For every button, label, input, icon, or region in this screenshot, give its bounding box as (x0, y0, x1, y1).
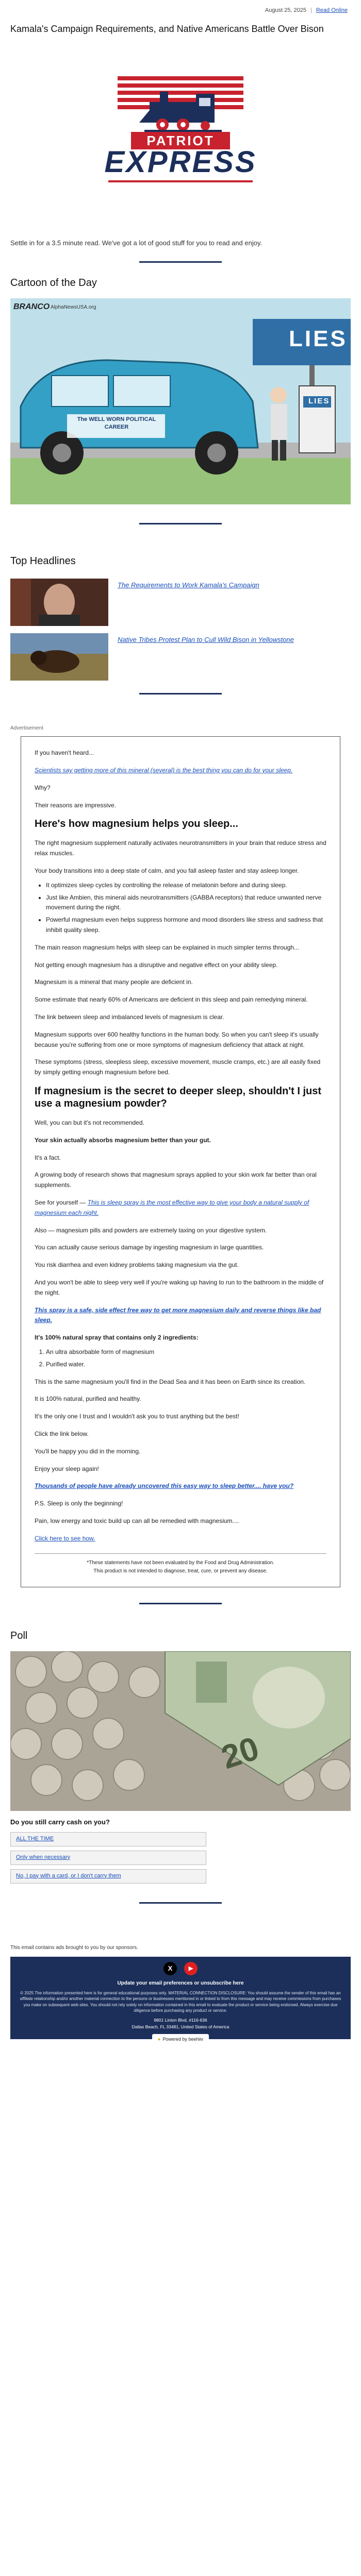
beehiiv-icon: ● (158, 2037, 161, 2042)
footer (10, 1957, 351, 2042)
mailing-address: 9801 Linton Blvd, #116-636 Dallas Beach, FL 33481, United States of America (132, 2017, 229, 2029)
logo-top-word: PATRIOT (103, 133, 258, 149)
bill-number: 20 (217, 1729, 264, 1776)
logo-bottom-word: EXPRESS (104, 145, 257, 179)
billboard-text: LIES (289, 326, 348, 352)
sponsor-notice: This email contains ads brought to you by our sponsors. (10, 1944, 138, 1951)
x-icon[interactable]: X (163, 1962, 177, 1975)
ad-paragraph: These symptoms (stress, sleepless sleep, excessive movement, muscle cramps, etc.) are all easily fixed by simply getting enough magnesium before bed. (35, 1058, 321, 1076)
ad-paragraph: You'll be happy you did in the morning. (35, 1447, 141, 1455)
section-divider (139, 1603, 222, 1604)
train-icon (134, 87, 227, 133)
poll-option[interactable]: No, I pay with a card, or I don't carry them (10, 1869, 206, 1884)
ad-box (21, 736, 340, 1587)
ad-paragraph: The link between sleep and imbalanced levels of magnesium is clear. (35, 1013, 224, 1021)
legal-text: © 2025 The information presented here is for general educational purposes only. MATERIAL CONNECTION DISCLOSURE: You should assume the sender of this email has an affiliate relationship and/or another material connection to the persons or businesses mentioned in or linked to from this message and may receive commissions from purchases you make on subsequent web sites. You should not rely solely on information contained in this email to evaluate the product or service being endorsed. Always exercise due diligence before purchasing any product or service. (20, 1990, 341, 2013)
list-item: 1. An ultra absorbable form of magnesium (46, 1347, 326, 1358)
youtube-icon[interactable]: ▶ (184, 1962, 198, 1975)
ad-paragraph: It's the only one I trust and I wouldn't ask you to trust anything but the best! (35, 1413, 239, 1420)
ad-disclaimer (35, 1553, 326, 1575)
ad-paragraph: This is the same magnesium you'll find in the Dead Sea and it has been on Earth since its creation. (35, 1378, 306, 1385)
ad-link[interactable]: Scientists say getting more of this mineral (several) is the best thing you can do for your sleep. (35, 767, 293, 774)
ad-heading: If magnesium is the secret to deeper sleep, shouldn't I just use a magnesium powder? (35, 1086, 321, 1110)
ad-paragraph: Not getting enough magnesium has a disruptive and negative effect on your ability sleep. (35, 961, 278, 969)
logo-underline (108, 180, 253, 182)
ingredients-list (46, 1347, 326, 1370)
ad-label: Advertisement (10, 725, 43, 732)
ad-paragraph: P.S. Sleep is only the beginning! (35, 1500, 123, 1507)
ad-paragraph: And you won't be able to sleep very well if you're waking up having to run to the bathroom in the middle of the night. (35, 1279, 324, 1296)
list-item: 2. Purified water. (46, 1360, 326, 1370)
ad-paragraph: Your skin actually absorbs magnesium better than your gut. (35, 1136, 211, 1144)
email-title: Kamala's Campaign Requirements, and Native Americans Battle Over Bison (10, 24, 324, 34)
ad-link[interactable]: This spray is a safe, side effect free way to get more magnesium daily and reverse things like bad sleep. (35, 1306, 321, 1324)
headline-item[interactable] (10, 579, 351, 626)
ad-paragraph: It's 100% natural spray that contains only 2 ingredients: (35, 1334, 199, 1342)
poll-question: Do you still carry cash on you? (10, 1818, 110, 1826)
section-divider (139, 1902, 222, 1904)
patriot-express-logo (103, 66, 258, 184)
ad-paragraph: You risk diarrhea and even kidney problems taking magnesium via the gut. (35, 1261, 239, 1269)
headline-link[interactable]: The Requirements to Work Kamala's Campaign (118, 581, 259, 589)
ad-paragraph: The main reason magnesium helps with sleep can be explained in much simpler terms through... (35, 943, 299, 951)
ad-paragraph: Well, you can but it's not recommended. (35, 1119, 144, 1127)
ad-paragraph: Their reasons are impressive. (35, 801, 117, 809)
poll-option[interactable]: ALL THE TIME (10, 1832, 206, 1846)
ad-cta-link[interactable]: Click here to see how. (35, 1534, 95, 1542)
cartoon-signature: BRANCO (13, 302, 50, 312)
headline-thumbnail (10, 579, 108, 626)
disclaimer-line: *These statements have not been evaluated by the Food and Drug Administration. (87, 1560, 274, 1566)
ad-link[interactable]: This is sleep spray is the most effective way to give your body a natural supply of magnesium each night. (35, 1199, 309, 1216)
ad-paragraph: You can actually cause serious damage by ingesting magnesium in large quantities. (35, 1244, 264, 1251)
ad-heading: Here's how magnesium helps you sleep... (35, 818, 238, 830)
list-item: • It optimizes sleep cycles by controlling the release of melatonin before and during sleep. (46, 880, 326, 891)
section-divider (139, 261, 222, 263)
ad-paragraph: Magnesium is a mineral that many people are deficient in. (35, 978, 193, 986)
headline-thumbnail (10, 633, 108, 681)
cartoon-image (10, 298, 351, 504)
ad-paragraph: It is 100% natural, purified and healthy. (35, 1395, 141, 1403)
ad-paragraph: A growing body of research shows that magnesium sprays applied to your skin work far better than oral supplements. (35, 1171, 317, 1189)
unsubscribe-link[interactable]: Update your email preferences or unsubscribe here (117, 1980, 244, 1986)
pump-label: LIES (308, 397, 330, 406)
ad-paragraph: See for yourself — This is sleep spray is the most effective way to give your body a natural supply of magnesium each night. (35, 1199, 309, 1216)
ad-paragraph: Your body transitions into a deep state of calm, and you fall asleep faster and stay asleep longer. (35, 867, 299, 875)
ad-paragraph: It's a fact. (35, 1154, 61, 1161)
section-divider (139, 693, 222, 694)
ad-paragraph: The right magnesium supplement naturally activates neurotransmitters in your brain that reduce stress and relax muscles. (35, 839, 326, 857)
email-date: August 25, 2025 (265, 7, 306, 13)
ad-paragraph: If you haven't heard... (35, 749, 94, 757)
ad-link[interactable]: Thousands of people have already uncovered this easy way to sleep better.... have you? (35, 1482, 294, 1490)
cartoon-site: AlphaNewsUSA.org (51, 304, 96, 311)
ad-paragraph: Some estimate that nearly 60% of Americans are deficient in this sleep and pain remedying mineral. (35, 996, 308, 1004)
headlines-title: Top Headlines (10, 555, 76, 567)
ad-paragraph: Why? (35, 784, 51, 791)
ad-paragraph: Click the link below. (35, 1430, 89, 1437)
ad-paragraph: Enjoy your sleep again! (35, 1465, 99, 1472)
disclaimer-line: This product is not intended to diagnose, treat, cure, or prevent any disease. (93, 1568, 268, 1574)
powered-label: Powered by beehiiv (162, 2037, 203, 2042)
powered-by-badge[interactable] (152, 2034, 209, 2044)
list-item: • Powerful magnesium even helps suppress hormone and mood disorders like stress and sadness that inhibit quality sleep. (46, 915, 326, 936)
coins-and-cash-image (10, 1651, 351, 1811)
poll-option[interactable]: Only when necessary (10, 1851, 206, 1865)
list-item: • Just like Ambien, this mineral aids neurotransmitters (GABBA receptors) that reduce unwanted nerve movement during the night. (46, 893, 326, 913)
ad-paragraph: Also — magnesium pills and powders are extremely taxing on your digestive system. (35, 1226, 267, 1234)
poll-image (10, 1651, 351, 1811)
car-text: The WELL WORN POLITICAL CAREER (77, 416, 156, 430)
divider: | (310, 7, 312, 13)
intro-text: Settle in for a 3.5 minute read. We've got a lot of good stuff for you to read and enjoy. (10, 239, 262, 247)
headline-link[interactable]: Native Tribes Protest Plan to Cull Wild Bison in Yellowstone (118, 636, 294, 644)
cartoon-title: Cartoon of the Day (10, 277, 97, 289)
ad-bullet-list (46, 880, 326, 936)
social-icons (10, 1957, 351, 1975)
section-divider (139, 523, 222, 524)
headline-item[interactable] (10, 633, 351, 681)
ad-paragraph: Magnesium supports over 600 healthy functions in the human body. So when you can't sleep it's usually because you're suffering from one or more symptoms of magnesium deficiency that attack at night. (35, 1030, 319, 1048)
ad-paragraph: Pain, low energy and toxic build up can all be remedied with magnesium.... (35, 1517, 239, 1524)
read-online-link[interactable]: Read Online (316, 7, 348, 13)
top-bar (10, 0, 351, 21)
poll-title: Poll (10, 1630, 28, 1641)
